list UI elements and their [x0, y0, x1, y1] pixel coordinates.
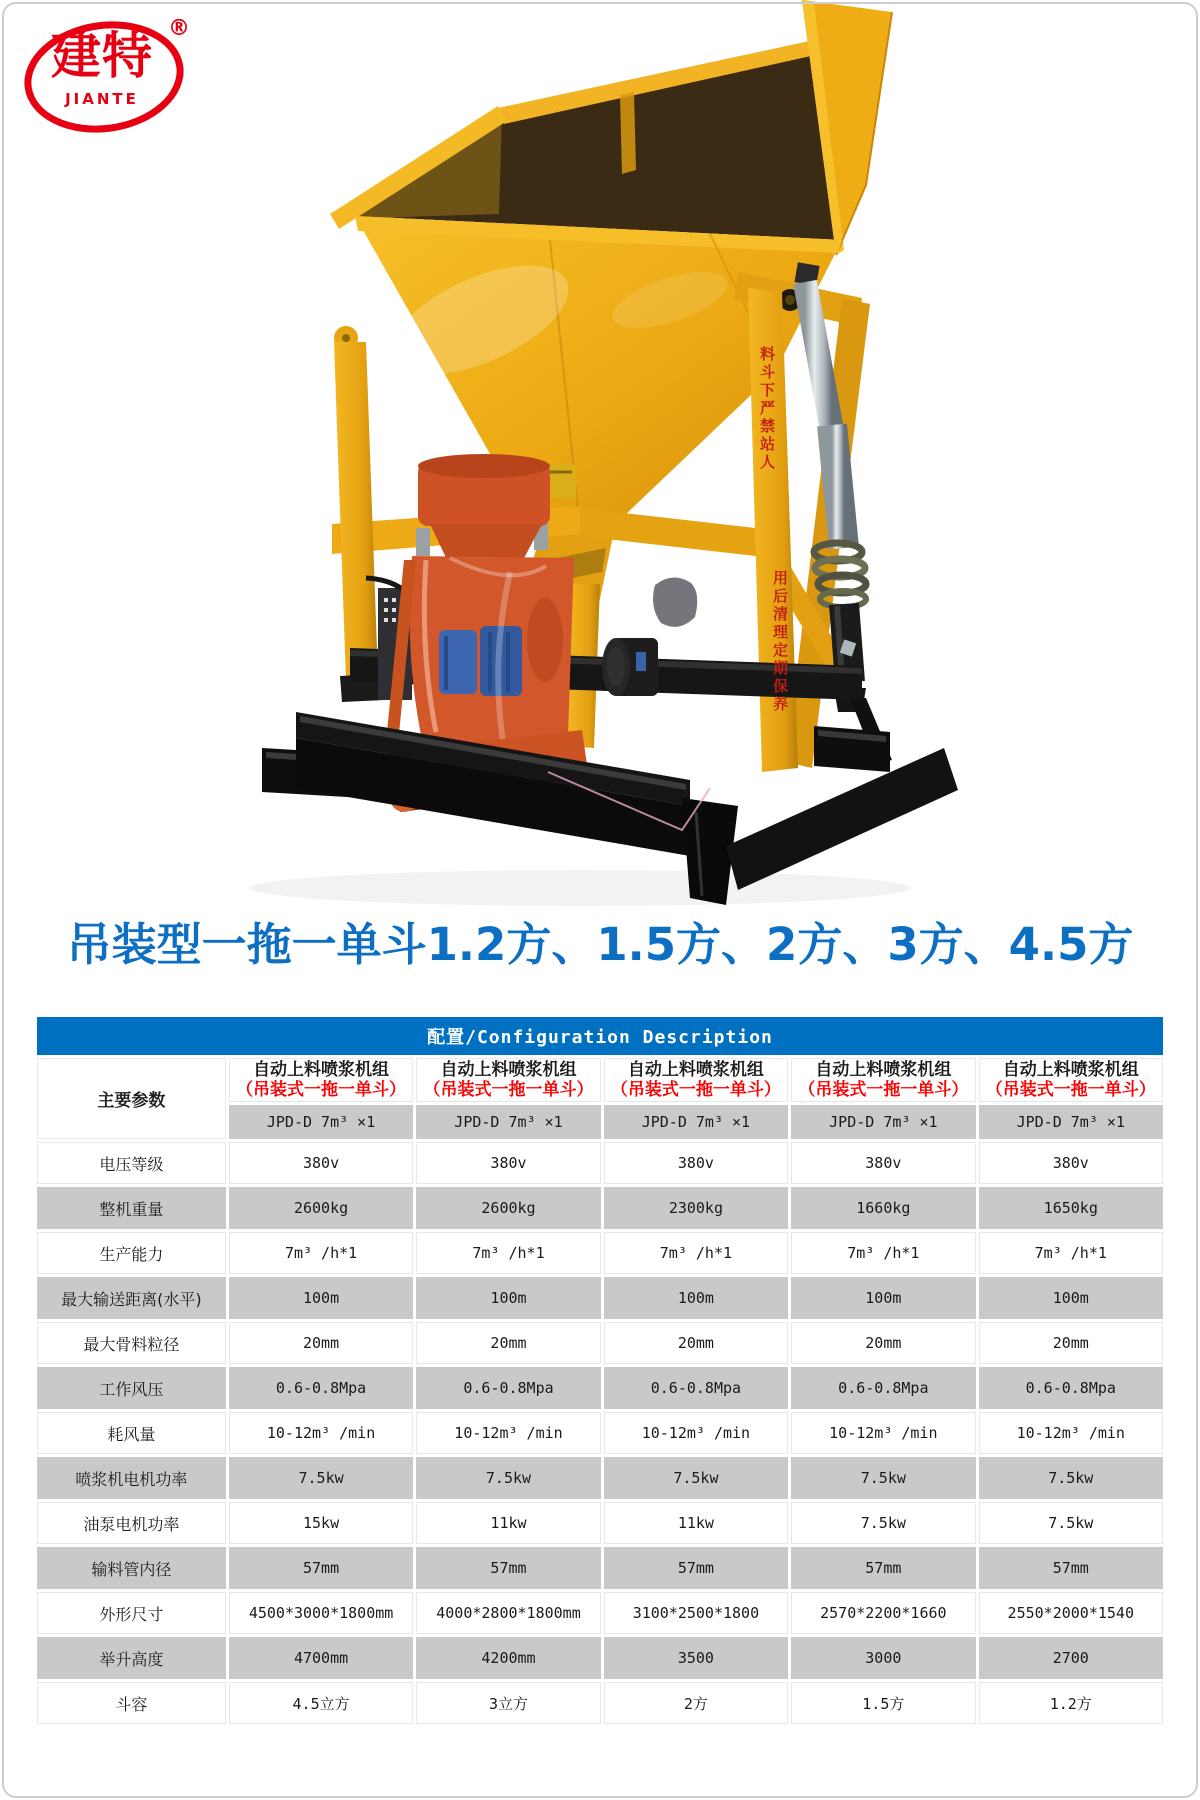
logo-chinese-text: 建特 [51, 27, 153, 85]
spec-value: 3000 [791, 1637, 975, 1679]
machine-set-name: 自动上料喷浆机组 [815, 1059, 952, 1080]
spec-value: 1.2方 [979, 1682, 1163, 1724]
column-header-row [37, 1058, 1163, 1102]
column-header [416, 1058, 600, 1102]
spec-value: 2300kg [604, 1187, 788, 1229]
spec-value: 2570*2200*1660 [791, 1592, 975, 1634]
spec-value: 380v [229, 1142, 413, 1184]
spec-value: 20mm [604, 1322, 788, 1364]
spec-value: 0.6-0.8Mpa [604, 1367, 788, 1409]
registered-trademark-icon: ® [168, 16, 190, 41]
spec-value: 7m³ /h*1 [979, 1232, 1163, 1274]
spec-value: 20mm [416, 1322, 600, 1364]
spec-value: 100m [229, 1277, 413, 1319]
spec-row [37, 1367, 1163, 1409]
model-cell: JPD-D 7m³ ×1 [979, 1105, 1163, 1139]
spec-value: 7.5kw [791, 1502, 975, 1544]
spec-value: 7.5kw [229, 1457, 413, 1499]
spec-value: 7.5kw [791, 1457, 975, 1499]
spec-value: 7m³ /h*1 [791, 1232, 975, 1274]
spec-value: 1650kg [979, 1187, 1163, 1229]
spec-value: 4.5立方 [229, 1682, 413, 1724]
machine-set-type: （吊装式一拖一单斗） [798, 1080, 969, 1100]
model-cell: JPD-D 7m³ ×1 [604, 1105, 788, 1139]
spec-value: 100m [604, 1277, 788, 1319]
spec-value: 7.5kw [416, 1457, 600, 1499]
leg-warning-text: 料斗下严禁站人 [758, 346, 776, 472]
param-label: 最大输送距离(水平) [37, 1277, 226, 1319]
param-label: 生产能力 [37, 1232, 226, 1274]
spec-value: 57mm [229, 1547, 413, 1589]
machine-set-type: （吊装式一拖一单斗） [985, 1080, 1156, 1100]
spec-row [37, 1682, 1163, 1724]
spec-value: 2700 [979, 1637, 1163, 1679]
spec-value: 7.5kw [979, 1502, 1163, 1544]
spec-value: 1.5方 [791, 1682, 975, 1724]
machine-set-name: 自动上料喷浆机组 [440, 1059, 577, 1080]
param-label: 工作风压 [37, 1367, 226, 1409]
model-cell: JPD-D 7m³ ×1 [229, 1105, 413, 1139]
spec-value: 10-12m³ /min [604, 1412, 788, 1454]
spec-value: 3500 [604, 1637, 788, 1679]
spec-value: 0.6-0.8Mpa [979, 1367, 1163, 1409]
spec-value: 2600kg [229, 1187, 413, 1229]
spec-value: 100m [791, 1277, 975, 1319]
table-title-row [37, 1017, 1163, 1055]
param-label: 电压等级 [37, 1142, 226, 1184]
spec-row [37, 1322, 1163, 1364]
spec-value: 4000*2800*1800mm [416, 1592, 600, 1634]
spec-value: 380v [979, 1142, 1163, 1184]
spec-value: 10-12m³ /min [229, 1412, 413, 1454]
column-header [604, 1058, 788, 1102]
machine-set-name: 自动上料喷浆机组 [1002, 1059, 1139, 1080]
spec-value: 7.5kw [979, 1457, 1163, 1499]
spec-row [37, 1142, 1163, 1184]
spec-value: 380v [604, 1142, 788, 1184]
machine-set-name: 自动上料喷浆机组 [253, 1059, 390, 1080]
machine-photo [150, 0, 1100, 920]
spec-value: 20mm [791, 1322, 975, 1364]
tarp-cloth [653, 577, 697, 626]
floor-shadow [250, 870, 910, 906]
spec-value: 0.6-0.8Mpa [229, 1367, 413, 1409]
machine-set-type: （吊装式一拖一单斗） [236, 1080, 407, 1100]
model-cell: JPD-D 7m³ ×1 [791, 1105, 975, 1139]
param-label: 耗风量 [37, 1412, 226, 1454]
spec-value: 380v [791, 1142, 975, 1184]
spec-value: 7m³ /h*1 [604, 1232, 788, 1274]
spec-value: 11kw [416, 1502, 600, 1544]
spec-row [37, 1277, 1163, 1319]
spec-value: 0.6-0.8Mpa [416, 1367, 600, 1409]
table-title-bar: 配置/Configuration Description [37, 1017, 1163, 1055]
param-header: 主要参数 [37, 1058, 226, 1139]
param-label: 喷浆机电机功率 [37, 1457, 226, 1499]
spec-row [37, 1547, 1163, 1589]
spec-value: 57mm [604, 1547, 788, 1589]
spec-row [37, 1412, 1163, 1454]
spec-value: 1660kg [791, 1187, 975, 1229]
spec-value: 380v [416, 1142, 600, 1184]
spec-value: 7m³ /h*1 [416, 1232, 600, 1274]
spec-value: 10-12m³ /min [979, 1412, 1163, 1454]
leg-maintenance-text: 用后清理定期保养 [771, 570, 789, 714]
logo-latin-text: JIANTE [65, 90, 139, 108]
machine-set-type: （吊装式一拖一单斗） [610, 1080, 781, 1100]
spec-value: 100m [979, 1277, 1163, 1319]
spec-value: 0.6-0.8Mpa [791, 1367, 975, 1409]
spec-table [34, 1014, 1166, 1727]
electric-motor [602, 638, 658, 696]
spec-row [37, 1637, 1163, 1679]
spec-row [37, 1232, 1163, 1274]
param-label: 举升高度 [37, 1637, 226, 1679]
spec-value: 57mm [416, 1547, 600, 1589]
spec-value: 3立方 [416, 1682, 600, 1724]
param-label: 斗容 [37, 1682, 226, 1724]
spec-value: 10-12m³ /min [416, 1412, 600, 1454]
machine-set-name: 自动上料喷浆机组 [627, 1059, 764, 1080]
machine-set-type: （吊装式一拖一单斗） [423, 1080, 594, 1100]
spec-value: 11kw [604, 1502, 788, 1544]
spec-value: 3100*2500*1800 [604, 1592, 788, 1634]
spec-value: 7m³ /h*1 [229, 1232, 413, 1274]
spec-value: 2550*2000*1540 [979, 1592, 1163, 1634]
spec-value: 4500*3000*1800mm [229, 1592, 413, 1634]
spec-value: 57mm [791, 1547, 975, 1589]
spec-value: 7.5kw [604, 1457, 788, 1499]
column-header [229, 1058, 413, 1102]
spec-value: 2600kg [416, 1187, 600, 1229]
param-label: 输料管内径 [37, 1547, 226, 1589]
page-title: 吊装型一拖一单斗1.2方、1.5方、2方、3方、4.5方 [66, 918, 1134, 971]
spec-row [37, 1187, 1163, 1229]
spec-value: 10-12m³ /min [791, 1412, 975, 1454]
spec-row [37, 1592, 1163, 1634]
spec-value: 20mm [979, 1322, 1163, 1364]
spec-row [37, 1457, 1163, 1499]
spec-value: 15kw [229, 1502, 413, 1544]
spec-value: 20mm [229, 1322, 413, 1364]
param-label: 外形尺寸 [37, 1592, 226, 1634]
spec-value: 100m [416, 1277, 600, 1319]
param-label: 整机重量 [37, 1187, 226, 1229]
spec-value: 4700mm [229, 1637, 413, 1679]
spec-value: 2方 [604, 1682, 788, 1724]
param-label: 油泵电机功率 [37, 1502, 226, 1544]
param-label: 最大骨料粒径 [37, 1322, 226, 1364]
spec-value: 4200mm [416, 1637, 600, 1679]
spec-row [37, 1502, 1163, 1544]
model-cell: JPD-D 7m³ ×1 [416, 1105, 600, 1139]
column-header [979, 1058, 1163, 1102]
column-header [791, 1058, 975, 1102]
jiante-logo [20, 12, 196, 142]
spec-value: 57mm [979, 1547, 1163, 1589]
